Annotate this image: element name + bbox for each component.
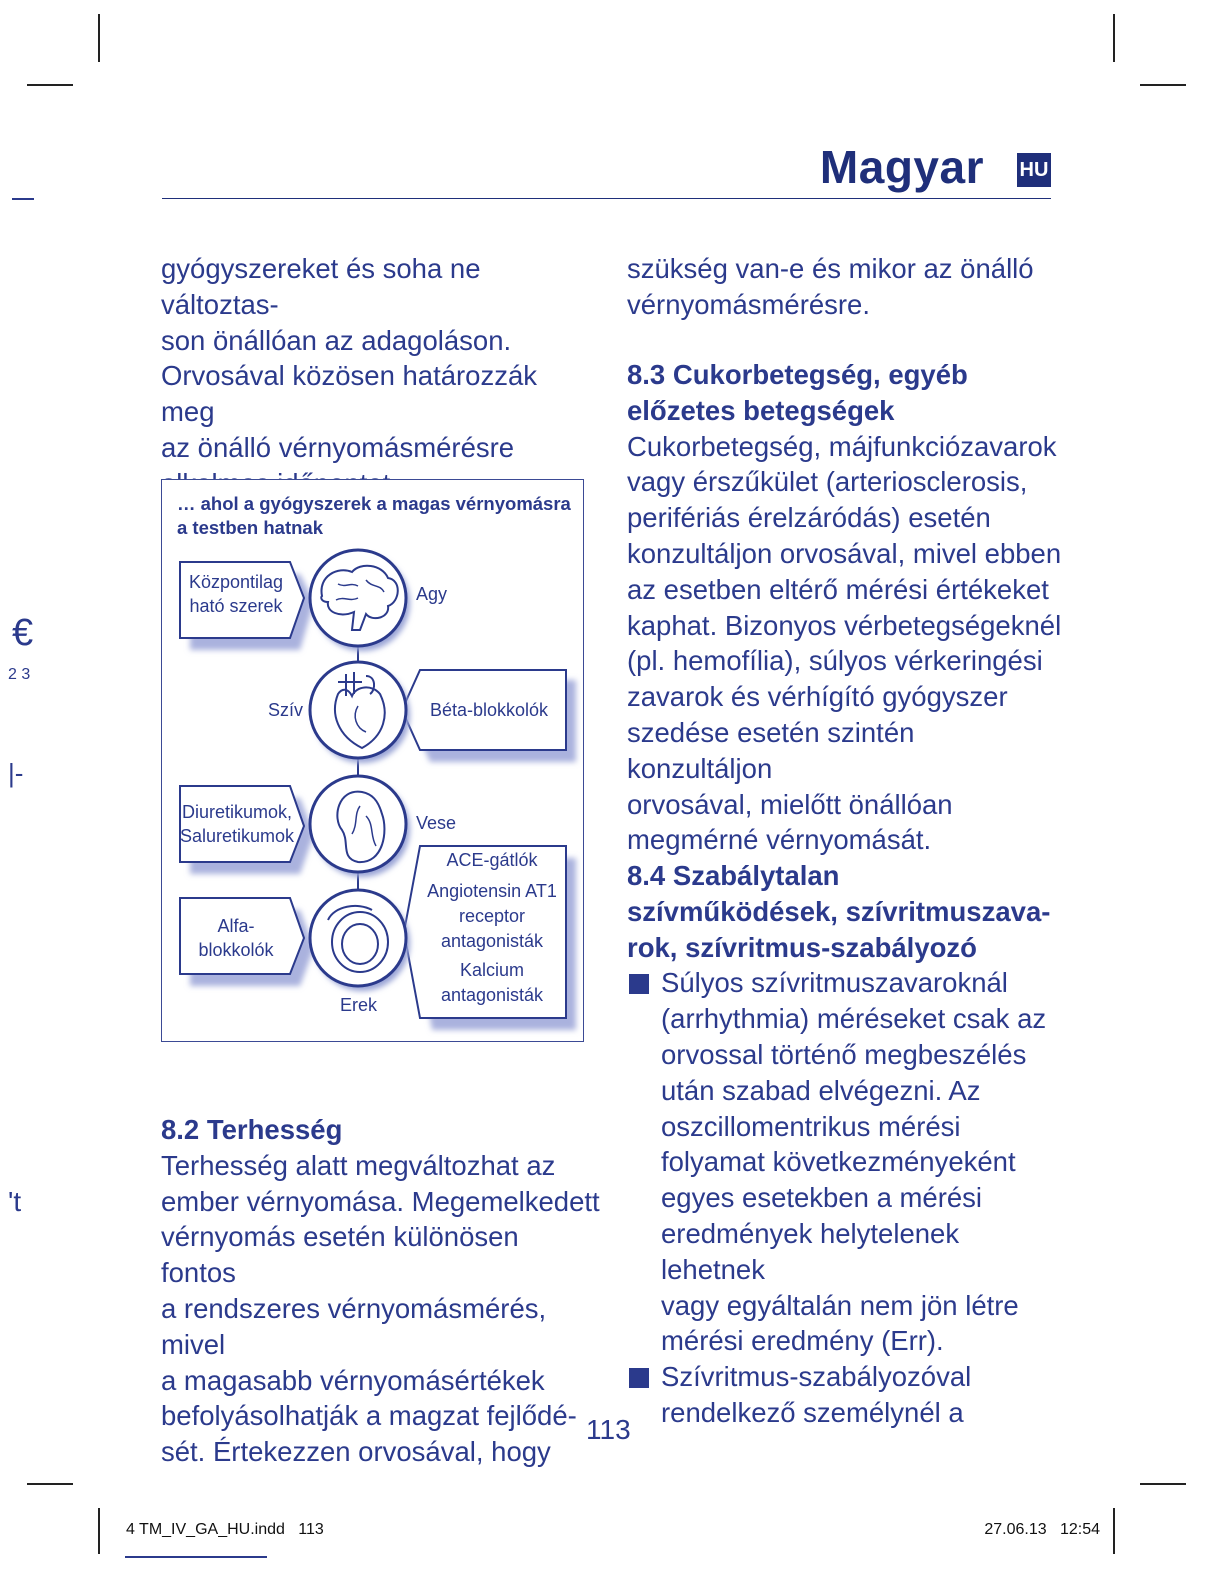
- side-fragment: |-: [8, 758, 24, 788]
- organ-label-kidney: Vese: [416, 813, 457, 833]
- label-line: Alfa-: [217, 916, 255, 936]
- text-line: az esetben eltérő mérési értékeket: [627, 573, 1049, 605]
- bullet-square-icon: [629, 974, 649, 994]
- text-line: perifériás érelzáródás) esetén: [627, 502, 991, 534]
- organ-label-heart: Szív: [268, 700, 304, 720]
- text-line: (pl. hemofília), súlyos vérkeringési: [627, 645, 1043, 677]
- brain-icon: [310, 550, 410, 651]
- text-line: egyes esetekben a mérési: [661, 1182, 983, 1214]
- section-heading: szívműködések, szívritmuszava-: [627, 895, 1051, 927]
- section-heading: előzetes betegségek: [627, 394, 895, 426]
- label-line: Angiotensin AT1: [427, 881, 557, 901]
- label-line: Központilag: [188, 572, 284, 592]
- crop-mark: [98, 1508, 100, 1554]
- text-line: oszcillomentrikus mérési: [661, 1110, 961, 1142]
- text-line: (arrhythmia) méréseket csak az: [661, 1003, 1047, 1035]
- blood-vessel-icon: [310, 890, 410, 991]
- text-line: rendelkező személynél a: [661, 1396, 964, 1428]
- side-fragment: 't: [8, 1186, 22, 1217]
- text-line: a rendszeres vérnyomásmérés, mivel: [161, 1292, 547, 1360]
- text-line: ember vérnyomása. Megemelkedett: [161, 1185, 600, 1217]
- crop-mark: [1113, 14, 1115, 62]
- crop-mark: [27, 1483, 73, 1485]
- text-line: Súlyos szívritmuszavaroknál: [661, 967, 1008, 999]
- text-line: Cukorbetegség, májfunkciózavarok: [627, 430, 1057, 462]
- footer-date: 27.06.13 12:54: [984, 1521, 1100, 1538]
- text-line: megmérné vérnyomását.: [627, 824, 932, 856]
- list-item: [627, 1359, 1067, 1431]
- crop-mark: [27, 84, 73, 86]
- bullet-square-icon: [629, 1368, 649, 1388]
- organ-label-brain: Agy: [416, 584, 448, 604]
- drug-label-ace-group: [418, 848, 566, 1008]
- text-line: vérnyomásmérésre.: [627, 288, 870, 320]
- text-line: folyamat következményeként: [661, 1146, 1016, 1178]
- diagram-title-line: a testben hatnak: [177, 517, 323, 538]
- side-fragment: 2 3: [8, 666, 31, 683]
- heart-icon: [310, 662, 410, 763]
- label-line: ACE-gátlók: [446, 850, 538, 870]
- crop-mark: [1140, 84, 1186, 86]
- crop-mark: [1113, 1508, 1115, 1554]
- left-intro: [161, 251, 591, 502]
- label-line: Diuretikumok,: [181, 802, 293, 822]
- drug-label-diuretic: [178, 800, 296, 848]
- crop-mark: [1140, 1483, 1186, 1485]
- label-line: Saluretikumok: [179, 826, 295, 846]
- text-line: sét. Értekezzen orvosával, hogy: [161, 1436, 551, 1468]
- text-line: orvossal történő megbeszélés: [661, 1038, 1027, 1070]
- text-line: szükség van-e és mikor az önálló: [627, 253, 1034, 284]
- text-line: szedése esetén szintén konzultáljon: [627, 716, 915, 784]
- text-line: Orvosával közösen határozzák meg: [161, 360, 538, 428]
- text-line: gyógyszereket és soha ne változtas-: [161, 253, 481, 320]
- drug-label-beta: Béta-blokkolók: [429, 700, 549, 720]
- text-line: mérési eredmény (Err).: [661, 1325, 944, 1357]
- page-title: Magyar: [819, 141, 984, 193]
- medication-diagram: [161, 479, 584, 1042]
- section-8-4: [627, 858, 1067, 1431]
- language-badge: HU: [1017, 153, 1051, 187]
- footer-file-info: 4 TM_IV_GA_HU.indd 113: [126, 1521, 324, 1538]
- text-line: konzultáljon orvosával, mivel ebben: [627, 537, 1062, 569]
- organ-label-vessels: Erek: [340, 995, 378, 1015]
- text-line: vagy érszűkület (arteriosclerosis,: [627, 466, 1028, 498]
- crop-mark: [98, 14, 100, 62]
- text-line: befolyásolhatják a magzat fejlődé-: [161, 1400, 577, 1432]
- drug-label-alpha: [178, 914, 294, 962]
- section-8-2: [161, 1112, 601, 1470]
- section-heading: 8.4 Szabálytalan: [627, 860, 840, 891]
- text-line: a magasabb vérnyomásértékek: [161, 1364, 545, 1396]
- side-fragment: €: [12, 612, 34, 654]
- text-line: Terhesség alatt megváltozhat az: [161, 1149, 556, 1181]
- section-8-3: [627, 357, 1067, 858]
- section-heading: 8.2 Terhesség: [161, 1114, 343, 1145]
- page-number: 113: [586, 1414, 631, 1445]
- right-intro: [627, 251, 1067, 323]
- label-line: antagonisták: [440, 985, 544, 1005]
- text-line: az önálló vérnyomásmérésre: [161, 431, 515, 463]
- diagram-title-line: … ahol a gyógyszerek a magas vérnyomásra: [177, 493, 571, 514]
- text-line: vérnyomás esetén különösen fontos: [161, 1221, 519, 1289]
- label-line: ható szerek: [189, 596, 283, 616]
- text-line: után szabad elvégezni. Az: [661, 1074, 981, 1106]
- text-line: vagy egyáltalán nem jön létre: [661, 1289, 1019, 1321]
- kidney-icon: [310, 776, 410, 877]
- text-line: eredmények helytelenek lehetnek: [661, 1217, 960, 1285]
- section-heading: rok, szívritmus-szabályozó: [627, 931, 977, 963]
- text-line: zavarok és vérhígító gyógyszer: [627, 681, 1008, 713]
- footer-rule: [125, 1556, 267, 1558]
- label-line: antagonisták: [440, 931, 544, 951]
- label-line: receptor: [458, 906, 526, 926]
- list-item: [627, 965, 1067, 1359]
- drug-label-central: [178, 570, 294, 618]
- text-line: orvosával, mielőtt önállóan: [627, 788, 953, 820]
- text-line: son önállóan az adagoláson.: [161, 324, 512, 356]
- label-line: Kalcium: [459, 960, 525, 980]
- text-line: Szívritmus-szabályozóval: [661, 1361, 972, 1393]
- label-line: blokkolók: [198, 940, 274, 960]
- crop-mark: [12, 198, 34, 200]
- header-rule: [162, 198, 1051, 199]
- section-heading: 8.3 Cukorbetegség, egyéb: [627, 359, 968, 390]
- text-line: kaphat. Bizonyos vérbetegségeknél: [627, 609, 1062, 641]
